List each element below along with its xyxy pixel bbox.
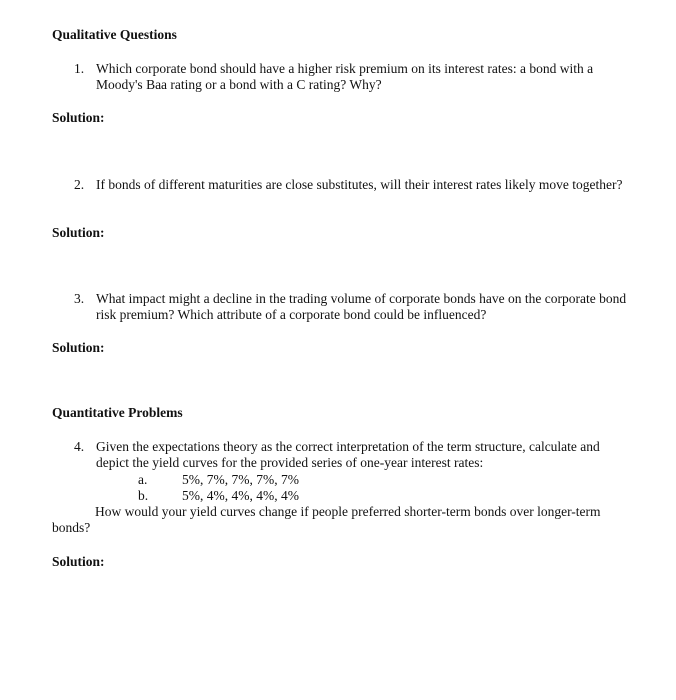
question-3	[74, 291, 634, 323]
question-text: If bonds of different maturities are close substitutes, will their interest rates likely move together?	[96, 177, 623, 192]
solution-label-4: Solution:	[52, 554, 105, 569]
question-text: What impact might a decline in the trading volume of corporate bonds have on the corporate bond risk premium? Which attribute of a corporate bond could be influenced?	[96, 291, 627, 322]
item-a-value: 5%, 7%, 7%, 7%, 7%	[182, 472, 299, 487]
question-number: 3.	[74, 291, 85, 306]
problem-followup	[52, 504, 622, 536]
problem-4	[74, 439, 634, 471]
problem-number: 4.	[74, 439, 85, 454]
question-text: Which corporate bond should have a higher risk premium on its interest rates: a bond with a Moody's Baa rating or a bond with a C rating? Why?	[96, 61, 594, 92]
followup-text: How would your yield curves change if people preferred shorter-term bonds over longer-term bonds?	[52, 504, 601, 535]
qualitative-heading: Qualitative Questions	[52, 27, 177, 42]
item-b-value: 5%, 4%, 4%, 4%, 4%	[182, 488, 299, 503]
question-2	[74, 177, 634, 193]
problem-text: Given the expectations theory as the correct interpretation of the term structure, calculate and depict the yield curves for the provided series of one-year interest rates:	[96, 439, 600, 470]
question-number: 1.	[74, 61, 85, 76]
solution-label-3: Solution:	[52, 340, 105, 355]
question-1	[74, 61, 634, 93]
item-a-label: a.	[138, 472, 148, 487]
question-number: 2.	[74, 177, 85, 192]
item-b-label: b.	[138, 488, 149, 503]
solution-label-2: Solution:	[52, 225, 105, 240]
quantitative-heading: Quantitative Problems	[52, 405, 183, 420]
solution-label-1: Solution:	[52, 110, 105, 125]
